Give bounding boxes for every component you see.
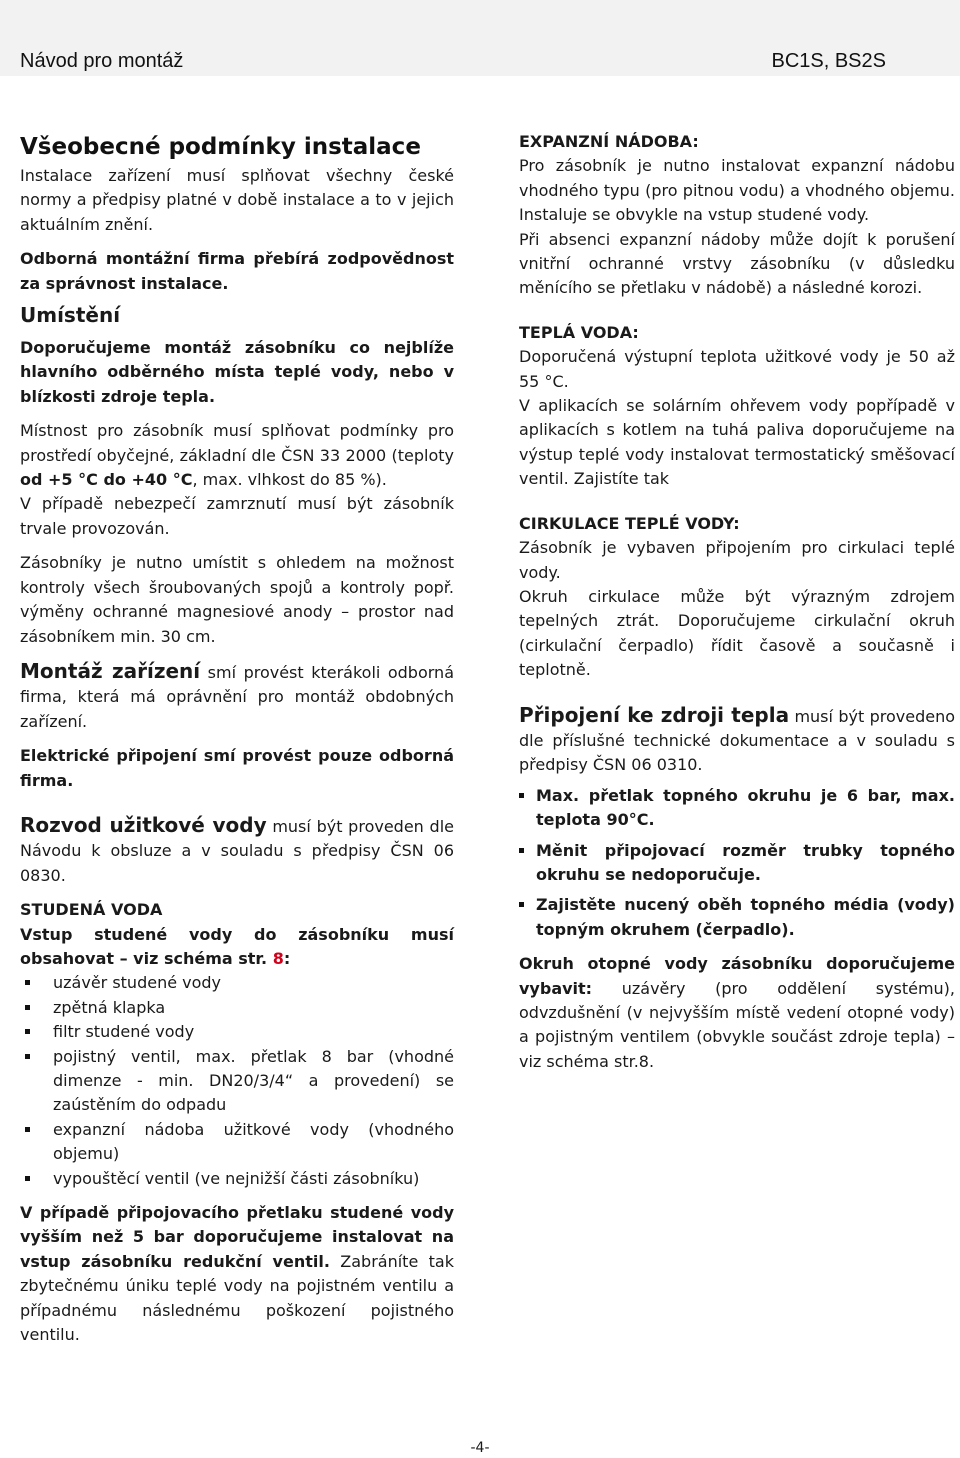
paragraph-montaz: Montáž zařízení smí provést kterákoli odborná firma, která má oprávnění pro montáž obdobných zařízení. — [20, 658, 454, 731]
list-item: Zajistěte nucený oběh topného média (vody) topným okruhem (čerpadlo). — [519, 893, 955, 942]
list-item: Měnit připojovací rozměr trubky topného okruhu se nedoporučuje. — [519, 839, 955, 888]
list-item: pojistný ventil, max. přetlak 8 bar (vhodné dimenze - min. DN20/3/4“ a provedení) se zaústěním do odpadu — [20, 1045, 454, 1118]
heading-umisteni: Umístění — [20, 303, 121, 328]
paragraph-norms: Instalace zařízení musí splňovat všechny české normy a předpisy platné v době instalace a to v jejich aktuálním znění. — [20, 166, 454, 234]
paragraph-heating-circuit: Okruh otopné vody zásobníku doporučujeme vybavit: uzávěry (pro oddělení systému), odvzdušnění (v nejvyšším místě vedení otopné vody) a pojistným ventilem (obvykle součást zdroje tepla) – viz schéma str.8. — [519, 954, 955, 1071]
heading-cirkulace: CIRKULACE TEPLÉ VODY: — [519, 513, 740, 533]
heading-studena: STUDENÁ VODA — [20, 900, 163, 920]
paragraph-temperature: Doporučená výstupní teplota užitkové vody je 50 až 55 °C. — [519, 347, 955, 391]
section-title: Všeobecné podmínky instalace — [20, 134, 421, 160]
paragraph-recommendation: Doporučujeme montáž zásobníku co nejblíže hlavního odběrného místa teplé vody, nebo v blízkosti zdroje tepla. — [20, 338, 454, 406]
heating-list — [519, 784, 955, 942]
cold-water-list — [20, 971, 454, 1191]
header-title: Návod pro montáž — [20, 50, 184, 72]
paragraph-responsibility: Odborná montážní firma přebírá zodpovědnost za správnost instalace. — [20, 249, 454, 293]
heading-expanzni: EXPANZNÍ NÁDOBA: — [519, 132, 699, 151]
paragraph-access: Zásobníky je nutno umístit s ohledem na možnost kontroly všech šroubovaných spojů a kontroly popř. výměny ochranné magnesiové anody – prostor nad zásobníkem min. 30 cm. — [20, 553, 454, 646]
list-item: uzávěr studené vody — [20, 971, 454, 995]
paragraph-circulation: Zásobník je vybaven připojením pro cirkulaci teplé vody. — [519, 538, 955, 582]
heading-tepla: TEPLÁ VODA: — [519, 322, 639, 342]
page-header — [0, 0, 960, 76]
list-item: vypouštěcí ventil (ve nejnižší části zásobníku) — [20, 1167, 454, 1191]
list-item: zpětná klapka — [20, 996, 454, 1020]
left-column — [20, 130, 454, 1347]
paragraph-vstup: Vstup studené vody do zásobníku musí obsahovat – viz schéma str. 8: — [20, 924, 454, 968]
list-item: Max. přetlak topného okruhu je 6 bar, max. teplota 90°C. — [519, 784, 955, 833]
paragraph-electric: Elektrické připojení smí provést pouze odborná firma. — [20, 746, 454, 790]
list-item: expanzní nádoba užitkové vody (vhodného objemu) — [20, 1118, 454, 1167]
list-item: filtr studené vody — [20, 1020, 454, 1044]
paragraph-freeze: V případě nebezpečí zamrznutí musí být zásobník trvale provozován. — [20, 494, 454, 538]
right-column — [519, 130, 955, 1074]
paragraph-pressure: V případě připojovacího přetlaku studené vody vyšším než 5 bar doporučujeme instalovat na vstup zásobníku redukční ventil. Zabráníte tak zbytečnému úniku teplé vody na pojistném ventilu a případnému následnému poškození pojistného ventilu. — [20, 1203, 454, 1345]
header-model: BC1S, BS2S — [771, 50, 886, 72]
paragraph-room: Místnost pro zásobník musí splňovat podmínky pro prostředí obyčejné, základní dle ČSN 33 2000 (teploty od +5 °C do +40 °C, max. vlhkost do 85 %). — [20, 421, 454, 490]
paragraph-heat-source: Připojení ke zdroji tepla musí být provedeno dle příslušné technické dokumentace a v souladu s předpisy ČSN 06 0310. — [519, 702, 955, 775]
page-number: -4- — [470, 1440, 490, 1456]
paragraph-circuit: Okruh cirkulace může být výrazným zdrojem tepelných ztrát. Doporučujeme cirkulační okruh (cirkulační čerpadlo) řídit časově a současně i teplotně. — [519, 586, 955, 680]
paragraph-absence: Při absenci expanzní nádoby může dojít k porušení vnitřní ochranné vrstvy zásobníku (v důsledku měnícího se přetlaku v nádobě) a následné korozi. — [519, 229, 955, 298]
paragraph-rozvod: Rozvod užitkové vody musí být proveden dle Návodu k obsluze a v souladu s předpisy ČSN 06 0830. — [20, 812, 454, 885]
paragraph-expansion: Pro zásobník je nutno instalovat expanzní nádobu vhodného typu (pro pitnou vodu) a vhodného objemu. Instaluje se obvykle na vstup studené vody. — [519, 156, 955, 225]
paragraph-solar: V aplikacích se solárním ohřevem vody popřípadě v aplikacích s kotlem na tuhá paliva doporučujeme na výstup teplé vody instalovat termostatický směšovací ventil. Zajistíte tak — [519, 396, 955, 489]
